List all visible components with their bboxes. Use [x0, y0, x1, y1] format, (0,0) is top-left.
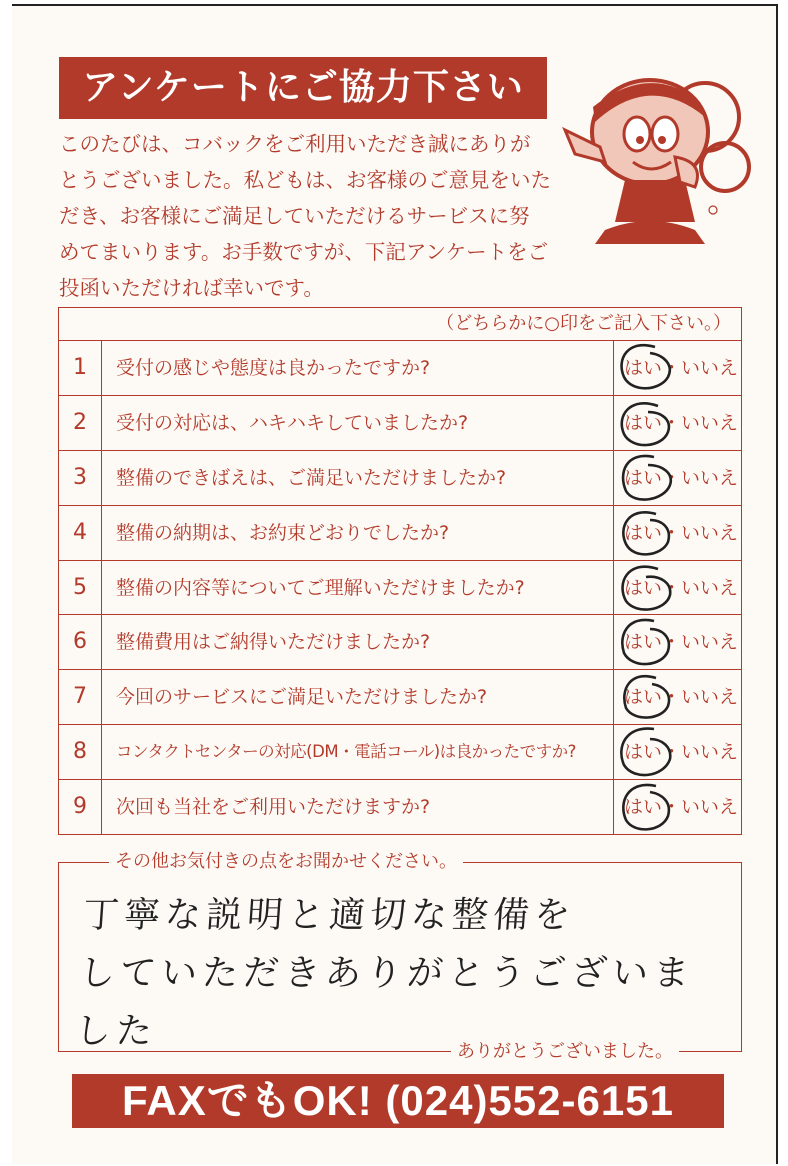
page-title: アンケートにご協力下さい — [59, 57, 547, 119]
intro-line: とうございました。私どもは、お客様のご意見をいた — [59, 168, 551, 192]
question-text: 整備の内容等についてご理解いただけましたか? — [116, 576, 525, 599]
answer-cell[interactable] — [613, 615, 741, 669]
question-row — [59, 615, 741, 670]
question-row — [59, 506, 741, 561]
question-number: 5 — [59, 561, 102, 615]
answer-options: はい・いいえ — [624, 796, 739, 819]
intro-line: だき、お客様にご満足していただけるサービスに努 — [59, 204, 530, 228]
question-number: 1 — [59, 341, 102, 395]
answer-cell[interactable] — [613, 780, 741, 835]
fax-banner: FAXでもOK! (024)552-6151 — [72, 1074, 724, 1128]
intro-text — [59, 126, 559, 306]
intro-line: このたびは、コバックをご利用いただき誠にありが — [59, 132, 531, 156]
intro-line: めてまいります。お手数ですが、下記アンケートをご — [59, 240, 549, 264]
answer-cell[interactable] — [613, 396, 741, 450]
answer-cell[interactable] — [613, 561, 741, 615]
comments-box[interactable] — [58, 851, 742, 1062]
answer-options: はい・いいえ — [624, 631, 739, 654]
question-row — [59, 725, 741, 780]
question-number: 4 — [59, 506, 102, 560]
question-text: 次回も当社をご利用いただけますか? — [116, 796, 431, 819]
answer-options: はい・いいえ — [624, 686, 739, 709]
question-text: 整備費用はご納得いただけましたか? — [116, 631, 431, 654]
question-text: 整備の納期は、お約束どおりでしたか? — [116, 521, 450, 544]
answer-options: はい・いいえ — [624, 357, 739, 379]
answer-cell[interactable] — [613, 506, 741, 560]
question-text: 受付の感じや態度は良かったですか? — [116, 357, 431, 379]
question-row — [59, 341, 741, 396]
answer-options: はい・いいえ — [624, 411, 739, 434]
answer-options: はい・いいえ — [624, 576, 739, 599]
question-number: 8 — [59, 725, 102, 779]
handwritten-comment — [73, 887, 725, 1061]
answer-cell[interactable] — [613, 725, 741, 779]
answer-options: はい・いいえ — [624, 521, 739, 544]
answer-cell[interactable] — [613, 341, 741, 395]
question-row — [59, 396, 741, 451]
handwritten-line: 丁寧な説明と適切な整備を — [81, 895, 577, 936]
question-number: 3 — [59, 451, 102, 505]
handwritten-line: していただきありがとうございました — [73, 953, 696, 1052]
comments-label: その他お気付きの点をお聞かせください。 — [109, 849, 463, 875]
answer-cell[interactable] — [613, 451, 741, 505]
question-row — [59, 780, 741, 835]
question-text: 整備のできばえは、ご満足いただけましたか? — [116, 466, 507, 489]
intro-line: 投函いただければ幸いです。 — [59, 276, 324, 300]
question-row — [59, 561, 741, 616]
question-row — [59, 670, 741, 725]
question-row — [59, 451, 741, 506]
thanks-text: ありがとうございました。 — [451, 1039, 679, 1065]
answer-cell[interactable] — [613, 670, 741, 724]
question-number: 2 — [59, 396, 102, 450]
answer-options: はい・いいえ — [624, 741, 739, 764]
question-number: 6 — [59, 615, 102, 669]
survey-table — [58, 307, 742, 835]
question-number: 9 — [59, 780, 102, 835]
question-number: 7 — [59, 670, 102, 724]
question-text: コンタクトセンターの対応(DM・電話コール)は良かったですか? — [116, 742, 576, 762]
question-text: 受付の対応は、ハキハキしていましたか? — [116, 411, 469, 434]
answer-options: はい・いいえ — [624, 466, 739, 489]
survey-instruction: （どちらかに○印をご記入下さい。） — [59, 308, 741, 341]
question-text: 今回のサービスにご満足いただけましたか? — [116, 686, 488, 709]
mascot-icon — [555, 62, 755, 252]
